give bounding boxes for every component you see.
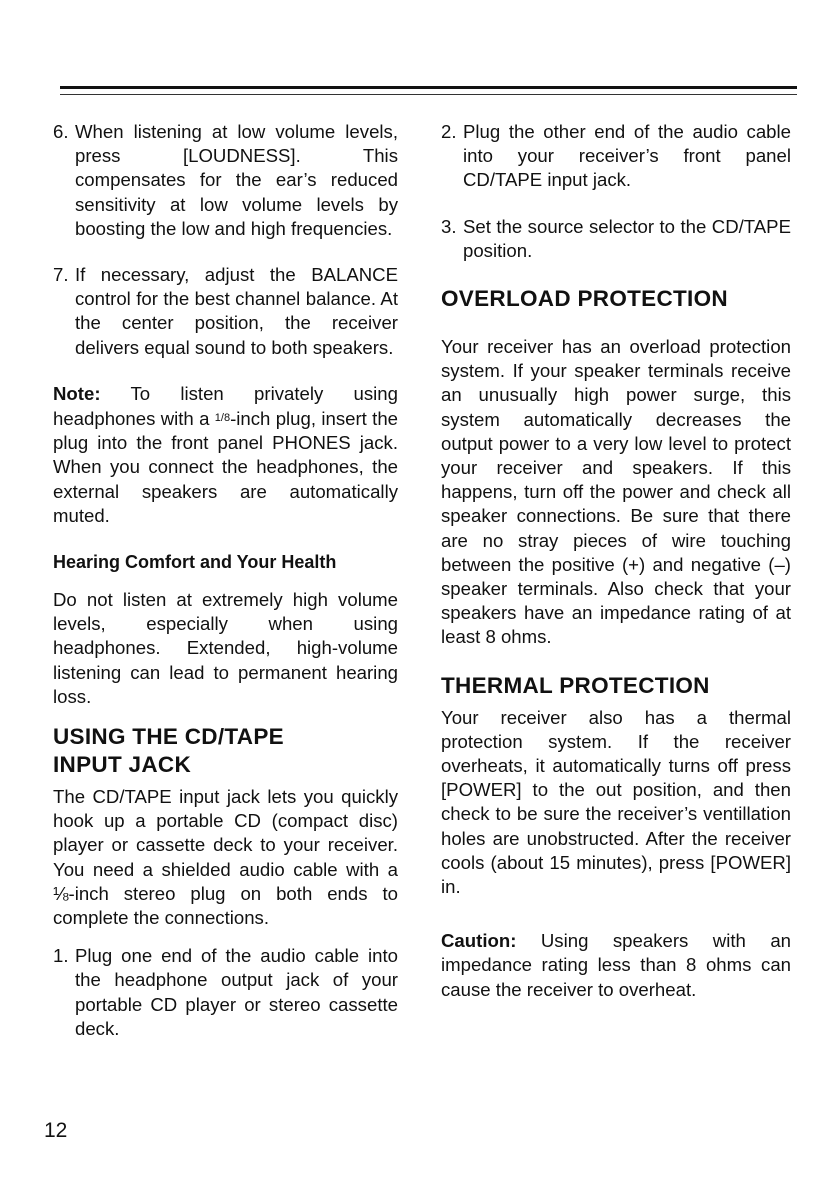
overload-heading: OVERLOAD PROTECTION	[441, 286, 728, 312]
list-text: Plug the other end of the audio cable into your receiver’s front panel CD/TAPE input jack.	[463, 121, 791, 191]
note-paragraph	[53, 382, 398, 528]
list-item-7	[53, 263, 398, 360]
header-rule-thick	[60, 86, 797, 89]
list-item-step3	[441, 215, 791, 263]
list-text: Plug one end of the audio cable into the headphone output jack of your portable CD player or stereo cassette deck.	[75, 945, 398, 1039]
left-column	[53, 120, 398, 1041]
overload-text: Your receiver has an overload protection system. If your speaker terminals receive an unusually high power surge, this system automatically decreases the output power to a very low level to protect your receiver and speakers. If this happens, turn off the power and check all speaker connections. Be sure that there are no stray pieces of wire touching between the positive (+) and negative (–) speaker terminals. Also check that your speakers have an impedance rating of at least 8 ohms.	[441, 336, 791, 648]
cd-tape-heading-line2: INPUT JACK	[53, 752, 192, 778]
note-text-b: -inch plug, insert the plug into the front panel PHONES jack. When you connect the headphones, the external speakers are automatically muted.	[53, 408, 399, 526]
list-number: 3.	[441, 215, 457, 237]
page-number: 12	[44, 1119, 68, 1142]
list-text: If necessary, adjust the BALANCE control for the best channel balance. At the center position, the receiver delivers equal sound to both speakers.	[75, 264, 398, 358]
list-item-step1	[53, 944, 398, 1041]
caution-paragraph	[441, 929, 791, 1002]
caution-label: Caution:	[441, 930, 517, 952]
list-number: 2.	[441, 121, 457, 142]
list-item-step2	[441, 120, 791, 193]
hearing-heading: Hearing Comfort and Your Health	[53, 552, 337, 573]
list-text: Set the source selector to the CD/TAPE position.	[463, 215, 791, 261]
note-text-a: To listen privately using headphones with a	[53, 382, 398, 430]
list-number: 7.	[53, 264, 69, 286]
header-rule-thin	[60, 94, 797, 95]
cd-tape-heading-line1: USING THE CD/TAPE	[53, 724, 284, 750]
list-number: 1.	[53, 945, 69, 967]
list-number: 6.	[53, 121, 69, 142]
cd-tape-text: The CD/TAPE input jack lets you quickly hook up a portable CD (compact disc) player or cassette deck to your receiver. You need a shielded audio cable with a ⅛-inch stereo plug on both ends to complete the connections.	[53, 786, 398, 929]
thermal-heading: THERMAL PROTECTION	[441, 672, 710, 698]
caution-text: Using speakers with an impedance rating less than 8 ohms can cause the receiver to overheat.	[441, 930, 791, 1000]
thermal-text: Your receiver also has a thermal protection system. If the receiver overheats, it automatically turns off press [POWER] to the out position, and then check to be sure the receiver’s ventillation holes are unobstructed. After the receiver cools (about 15 minutes), press [POWER] in.	[441, 706, 791, 898]
list-item-6	[53, 120, 398, 241]
list-text: When listening at low volume levels, press [LOUDNESS]. This compensates for the ear’s reduced sensitivity at low volume levels by boosting the low and high frequencies.	[75, 121, 398, 239]
note-fraction: 1/8	[214, 412, 231, 425]
note-label: Note:	[53, 382, 101, 404]
right-column	[441, 120, 791, 1002]
hearing-text: Do not listen at extremely high volume levels, especially when using headphones. Extended, high-volume listening can lead to permanent hearing loss.	[53, 589, 398, 707]
